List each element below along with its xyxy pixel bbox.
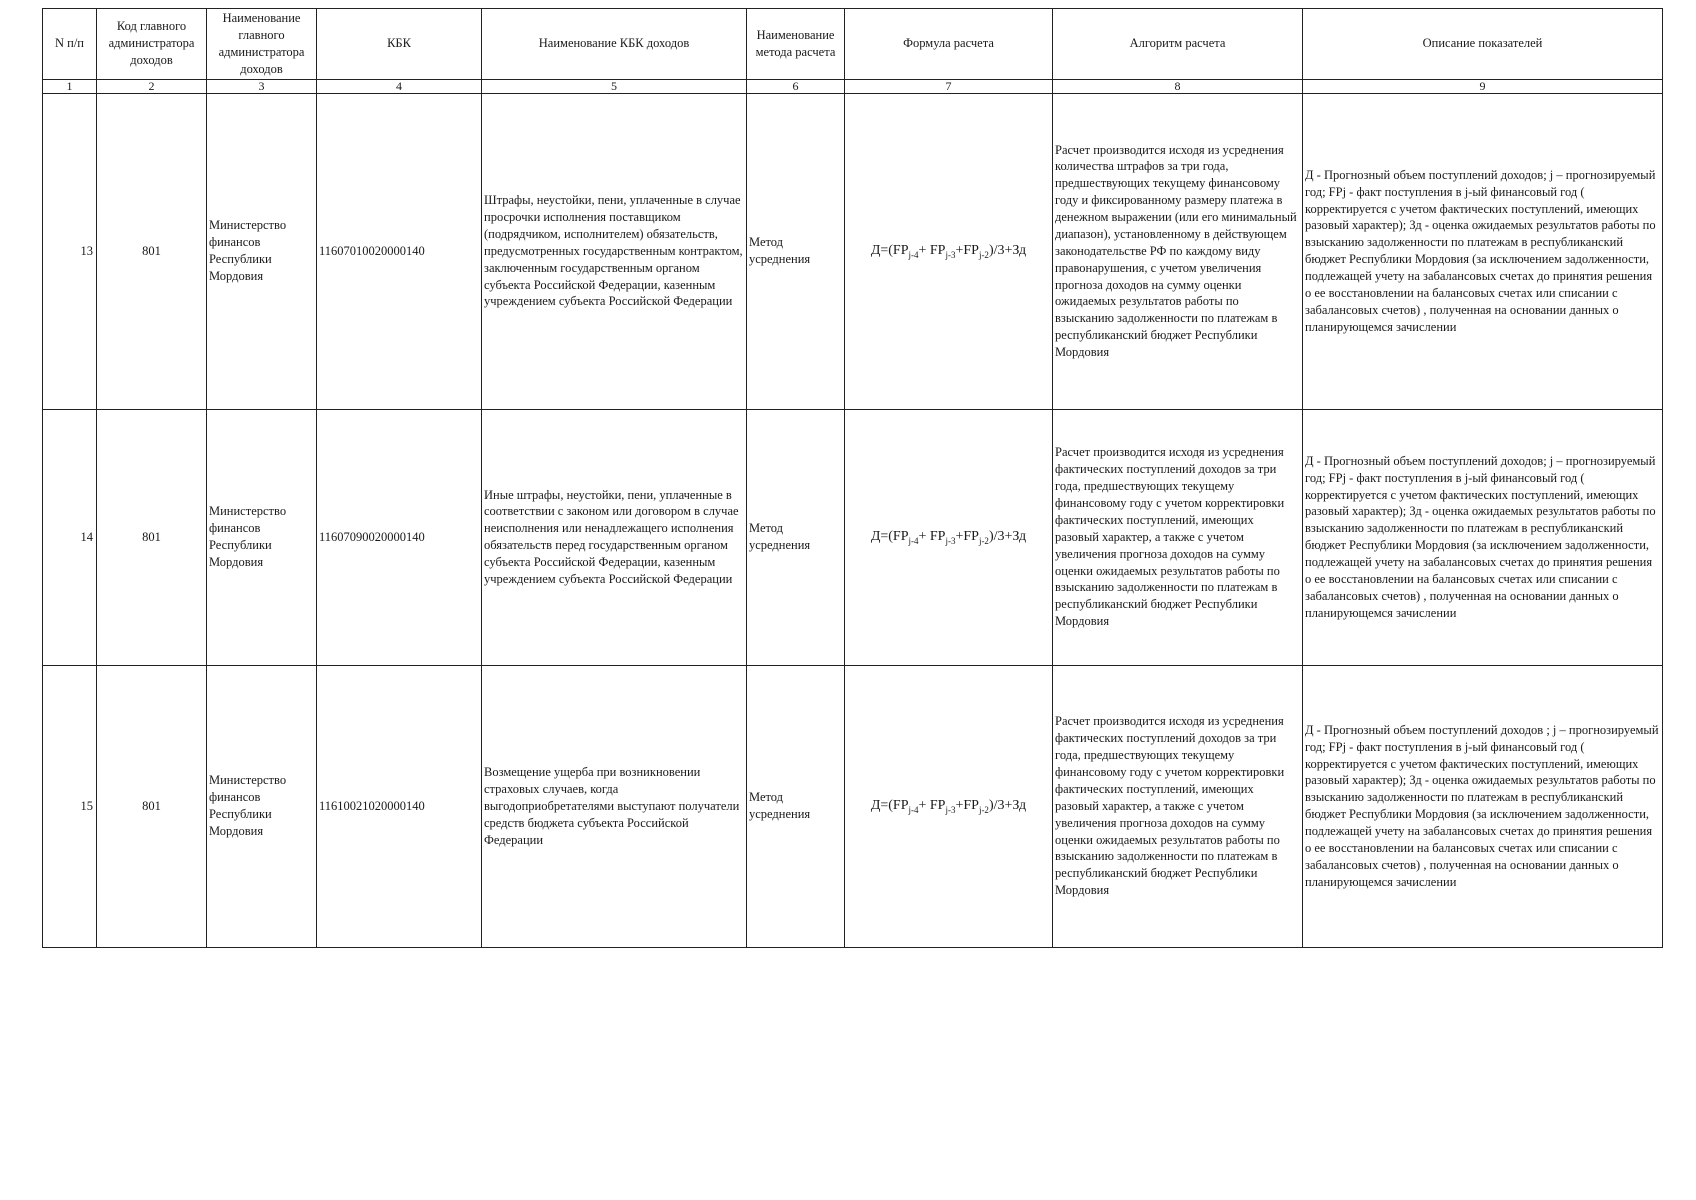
formula-part: )/3+Зд: [988, 528, 1027, 544]
formula-subscript: j-3: [945, 249, 956, 260]
formula-subscript: j-2: [978, 249, 989, 260]
formula-part: )/3+Зд: [988, 242, 1027, 258]
column-number: 1: [43, 79, 97, 93]
kbk-code: 11610021020000140: [317, 665, 482, 947]
formula-part: +FP: [955, 528, 979, 544]
column-number: 8: [1053, 79, 1303, 93]
row-number: 15: [43, 665, 97, 947]
header-admin-name: Наименование главного администратора доходов: [207, 9, 317, 80]
algorithm-text: Расчет производится исходя из усреднения количества штрафов за три года, предшествующих текущему финансовому году и фиксированному размеру платежа в денежном выражении (или его минимальный диапазон), установленному в действующем законодательстве РФ по каждому виду правонарушения, с учетом увеличения прогноза доходов на сумму оценки ожидаемых результатов работы по взысканию задолженности по платежам в республиканский бюджет Республики Мордовия: [1053, 93, 1303, 409]
formula-subscript: j-2: [978, 535, 989, 546]
table-row: [43, 409, 1663, 665]
admin-code: 801: [97, 93, 207, 409]
algorithm-text: Расчет производится исходя из усреднения фактических поступлений доходов за три года, предшествующих текущему финансовому году с учетом корректировки фактических поступлений, имеющих разовый характер, а также с учетом увеличения прогноза доходов на сумму оценки ожидаемых результатов работы по взысканию задолженности по платежам в республиканский бюджет Республики Мордовия: [1053, 665, 1303, 947]
admin-code: 801: [97, 665, 207, 947]
admin-name: Министерство финансов Республики Мордовия: [207, 409, 317, 665]
column-number: 3: [207, 79, 317, 93]
header-admin-code: Код главного администратора доходов: [97, 9, 207, 80]
formula-part: Д=(FP: [870, 528, 909, 544]
column-number: 4: [317, 79, 482, 93]
formula-part: )/3+Зд: [988, 797, 1027, 813]
formula-subscript: j-3: [945, 535, 956, 546]
formula: [845, 409, 1053, 665]
algorithm-text: Расчет производится исходя из усреднения фактических поступлений доходов за три года, предшествующих текущему финансовому году с учетом корректировки фактических поступлений, имеющих разовый характер, а также с учетом увеличения прогноза доходов на сумму оценки ожидаемых результатов работы по взысканию задолженности по платежам в республиканский бюджет Республики Мордовия: [1053, 409, 1303, 665]
header-kbk: КБК: [317, 9, 482, 80]
method-name: Метод усреднения: [747, 665, 845, 947]
formula-part: Д=(FP: [870, 797, 909, 813]
header-row-number: N п/п: [43, 9, 97, 80]
formula-part: + FP: [918, 242, 946, 258]
kbk-code: 11607090020000140: [317, 409, 482, 665]
kbk-code: 11607010020000140: [317, 93, 482, 409]
admin-name: Министерство финансов Республики Мордовия: [207, 665, 317, 947]
formula-subscript: j-2: [978, 804, 989, 815]
formula-part: +FP: [955, 242, 979, 258]
method-name: Метод усреднения: [747, 409, 845, 665]
table-header-row: [43, 9, 1663, 80]
description-text: Д - Прогнозный объем поступлений доходов ; j – прогнозируемый год; FPj - факт поступления в j-ый финансовый год ( корректируется с учетом фактических поступлений, имеющих разовый характер); Зд - оценка ожидаемых результатов работы по взысканию задолженности по платежам в республиканский бюджет Республики Мордовия (за исключением задолженности, подлежащей учету на забалансовых счетах до принятия решения о ее восстановлении на балансовых счетах или списании с забалансовых счетов) , полученная на основании данных о планирующемся зачислении: [1303, 665, 1663, 947]
kbk-name: Возмещение ущерба при возникновении страховых случаев, когда выгодоприобретателями выступают получатели средств бюджета субъекта Российской Федерации: [482, 665, 747, 947]
column-number: 6: [747, 79, 845, 93]
table-row: [43, 93, 1663, 409]
description-text: Д - Прогнозный объем поступлений доходов; j – прогнозируемый год; FPj - факт поступления в j-ый финансовый год ( корректируется с учетом фактических поступлений, имеющих разовый характер); Зд - оценка ожидаемых результатов работы по взысканию задолженности по платежам в республиканский бюджет Республики Мордовия (за исключением задолженности, подлежащей учету на забалансовых счетах до принятия решения о ее восстановлении на балансовых счетах или списании с забалансовых счетов) , полученная на основании данных о планирующемся зачислении: [1303, 409, 1663, 665]
formula-subscript: j-4: [908, 535, 919, 546]
column-number: 9: [1303, 79, 1663, 93]
header-algorithm: Алгоритм расчета: [1053, 9, 1303, 80]
table-row: [43, 665, 1663, 947]
formula-part: + FP: [918, 797, 946, 813]
formula: [845, 665, 1053, 947]
row-number: 14: [43, 409, 97, 665]
header-kbk-name: Наименование КБК доходов: [482, 9, 747, 80]
kbk-name: Штрафы, неустойки, пени, уплаченные в случае просрочки исполнения поставщиком (подрядчиком, исполнителем) обязательств, предусмотренных государственным контрактом, заключенным государственным органом субъекта Российской Федерации, казенным учреждением субъекта Российской Федерации: [482, 93, 747, 409]
document-sheet: [42, 8, 1662, 948]
formula-subscript: j-4: [908, 249, 919, 260]
admin-code: 801: [97, 409, 207, 665]
formula-part: +FP: [955, 797, 979, 813]
formula-subscript: j-3: [945, 804, 956, 815]
kbk-name: Иные штрафы, неустойки, пени, уплаченные в соответствии с законом или договором в случае неисполнения или ненадлежащего исполнения обязательств перед государственным органом субъекта Российской Федерации, казенным учреждением субъекта Российской Федерации: [482, 409, 747, 665]
header-method: Наименование метода расчета: [747, 9, 845, 80]
description-text: Д - Прогнозный объем поступлений доходов; j – прогнозируемый год; FPj - факт поступления в j-ый финансовый год ( корректируется с учетом фактических поступлений, имеющих разовый характер); Зд - оценка ожидаемых результатов работы по взысканию задолженности по платежам в республиканский бюджет Республики Мордовия (за исключением задолженности, подлежащей учету на забалансовых счетах до принятия решения о ее восстановлении на балансовых счетах или списании с забалансовых счетов) , полученная на основании данных о планирующемся зачислении: [1303, 93, 1663, 409]
revenue-methods-table: [42, 8, 1663, 948]
method-name: Метод усреднения: [747, 93, 845, 409]
formula: [845, 93, 1053, 409]
column-number: 2: [97, 79, 207, 93]
formula-part: Д=(FP: [870, 242, 909, 258]
formula-subscript: j-4: [908, 804, 919, 815]
column-number-row: [43, 79, 1663, 93]
column-number: 7: [845, 79, 1053, 93]
column-number: 5: [482, 79, 747, 93]
row-number: 13: [43, 93, 97, 409]
header-formula: Формула расчета: [845, 9, 1053, 80]
admin-name: Министерство финансов Республики Мордовия: [207, 93, 317, 409]
header-description: Описание показателей: [1303, 9, 1663, 80]
formula-part: + FP: [918, 528, 946, 544]
